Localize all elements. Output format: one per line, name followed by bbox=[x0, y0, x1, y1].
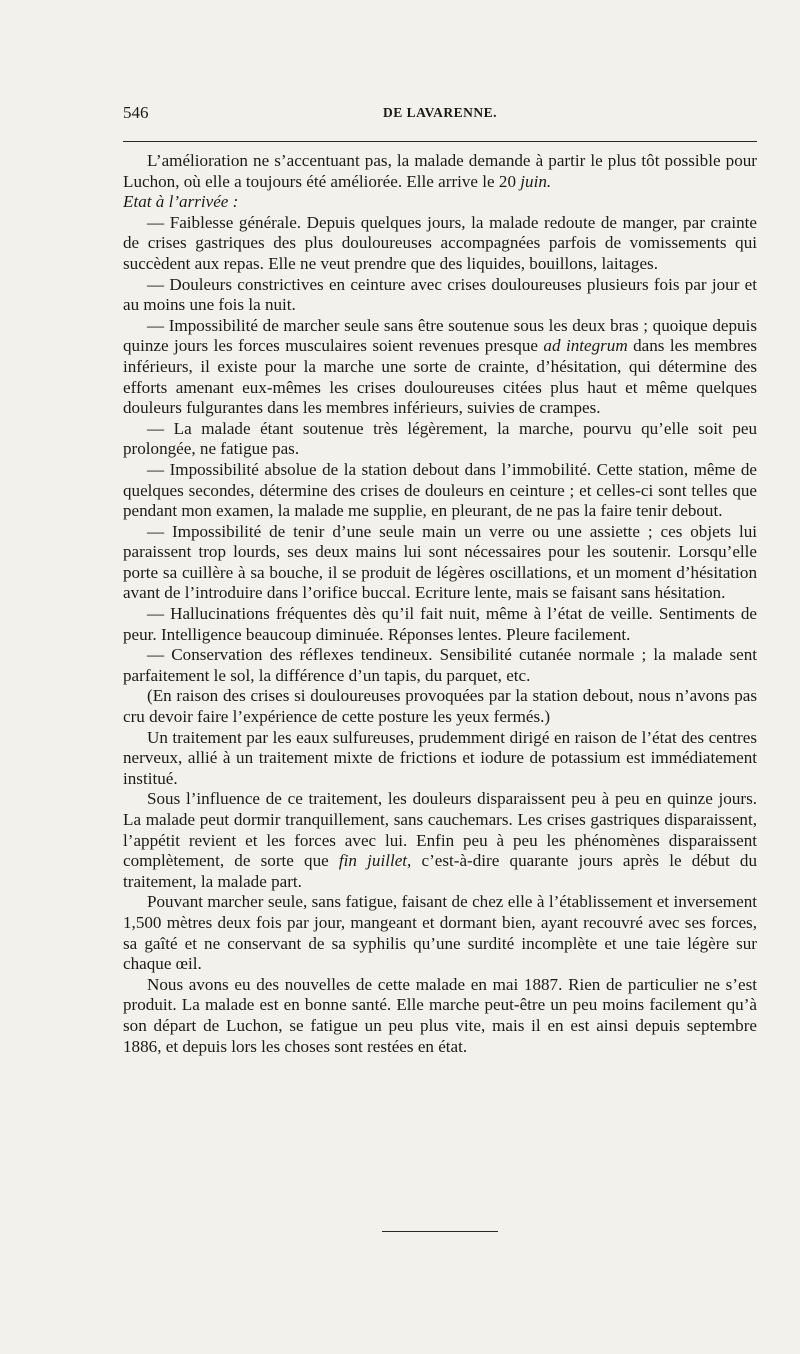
text-run: — Impossibilité absolue de la station debout dans l’immobilité. Cette station, même de quelques secondes, détermine des crises de douleurs en ceinture ; et celles-ci sont telles que pendant mon examen, la malade me supplie, en pleurant, de ne pas la faire tenir debout. bbox=[123, 459, 757, 521]
text-run: — Conservation des réflexes tendineux. Sensibilité cutanée normale ; la malade sent parfaitement le sol, la différence d’un tapis, du parquet, etc. bbox=[123, 645, 757, 685]
paragraph bbox=[123, 686, 757, 727]
paragraph bbox=[123, 460, 757, 522]
paragraph bbox=[123, 151, 757, 192]
paragraph bbox=[123, 604, 757, 645]
paragraph bbox=[123, 522, 757, 604]
text-run: — Impossibilité de tenir d’une seule main un verre ou une assiette ; ces objets lui paraissent trop lourds, ses deux mains lui sont nécessaires pour les soutenir. Lorsqu’elle porte sa cuillère à sa bouche, il se produit de légères oscillations, et un moment d’hésitation avant de l’introduire dans l’orifice buccal. Ecriture lente, mais se faisant sans hésitation. bbox=[123, 521, 757, 603]
paragraph bbox=[123, 789, 757, 892]
text-run: — Faiblesse générale. Depuis quelques jours, la malade redoute de manger, par crainte de crises gastriques des plus douloureuses accompagnées parfois de vomissements qui succèdent aux repas. Elle ne veut prendre que des liquides, bouillons, laitages. bbox=[123, 212, 757, 273]
paragraph bbox=[123, 213, 757, 275]
running-head-title: DE LAVARENNE. bbox=[382, 105, 498, 120]
running-head bbox=[123, 103, 757, 127]
text-run: Sous l’influence de ce traitement, les douleurs disparaissent peu à peu en quinze jours. La malade peut dormir tranquillement, sans cauchemars. Les crises gastriques disparaissent, l’appétit revient et les forces avec lui. Enfin peu à peu les phénomènes disparaissent complètement, de sorte que bbox=[123, 789, 757, 871]
paragraph bbox=[123, 645, 757, 686]
text-run: L’amélioration ne s’accentuant pas, la malade demande à partir le plus tôt possible pour Luchon, où elle a toujours été améliorée. Elle arrive le 20 bbox=[123, 151, 757, 191]
paragraph bbox=[123, 728, 757, 790]
text-run: — Hallucinations fréquentes dès qu’il fait nuit, même à l’état de veille. Sentiments de peur. Intelligence beaucoup diminuée. Réponses lentes. Pleure facilement. bbox=[123, 604, 757, 644]
body-text bbox=[123, 151, 757, 1057]
text-run: — Impossibilité de marcher seule sans être soutenue sous les deux bras ; quoique depuis quinze jours les forces musculaires soient revenues presque bbox=[123, 315, 757, 356]
page-number: 546 bbox=[123, 103, 149, 122]
paragraph bbox=[123, 419, 757, 460]
text-run: dans les membres inférieurs, il existe pour la marche une sorte de crainte, d’hésitation, qui détermine des efforts amenant eux-mêmes les crises douloureuses citées plus haut et même quelques douleurs fulgurantes dans les membres inférieurs, suivies de crampes. bbox=[123, 336, 757, 418]
end-rule bbox=[382, 1231, 498, 1232]
paragraph bbox=[123, 316, 757, 419]
paragraph bbox=[123, 275, 757, 316]
text-run: Un traitement par les eaux sulfureuses, prudemment dirigé en raison de l’état des centres nerveux, allié à un traitement mixte de frictions et iodure de potassium est immédiatement institué. bbox=[123, 727, 757, 788]
paragraph bbox=[123, 892, 757, 974]
italic-text: Etat à l’arrivée : bbox=[123, 192, 239, 212]
paragraph bbox=[123, 192, 757, 213]
text-run: — Douleurs constrictives en ceinture avec crises douloureuses plusieurs fois par jour et au moins une fois la nuit. bbox=[123, 274, 757, 315]
italic-text: juin. bbox=[520, 171, 552, 191]
text-run: — La malade étant soutenue très légèrement, la marche, pourvu qu’elle soit peu prolongée, ne fatigue pas. bbox=[123, 418, 757, 459]
paragraph bbox=[123, 975, 757, 1057]
italic-text: fin juillet bbox=[338, 851, 408, 871]
text-run: (En raison des crises si douloureuses provoquées par la station debout, nous n’avons pas cru devoir faire l’expérience de cette posture les yeux fermés.) bbox=[123, 686, 757, 727]
text-run: Pouvant marcher seule, sans fatigue, faisant de chez elle à l’établissement et inversement 1,500 mètres deux fois par jour, mangeant et dormant bien, ayant recouvré avec ses forces, sa gaîté et ne conservant de sa syphilis qu’une surdité incomplète et une taie légère sur chaque œil. bbox=[123, 892, 757, 974]
text-run: , c’est-à-dire quarante jours après le début du traitement, la malade part. bbox=[123, 851, 757, 891]
italic-text: ad integrum bbox=[543, 336, 628, 356]
header-rule bbox=[123, 141, 757, 142]
text-run: Nous avons eu des nouvelles de cette malade en mai 1887. Rien de particulier ne s’est produit. La malade est en bonne santé. Elle marche peut-être un peu moins facilement qu’à son départ de Luchon, se fatigue un peu plus vite, mais il en est ainsi depuis septembre 1886, et depuis lors les choses sont restées en état. bbox=[123, 974, 757, 1056]
